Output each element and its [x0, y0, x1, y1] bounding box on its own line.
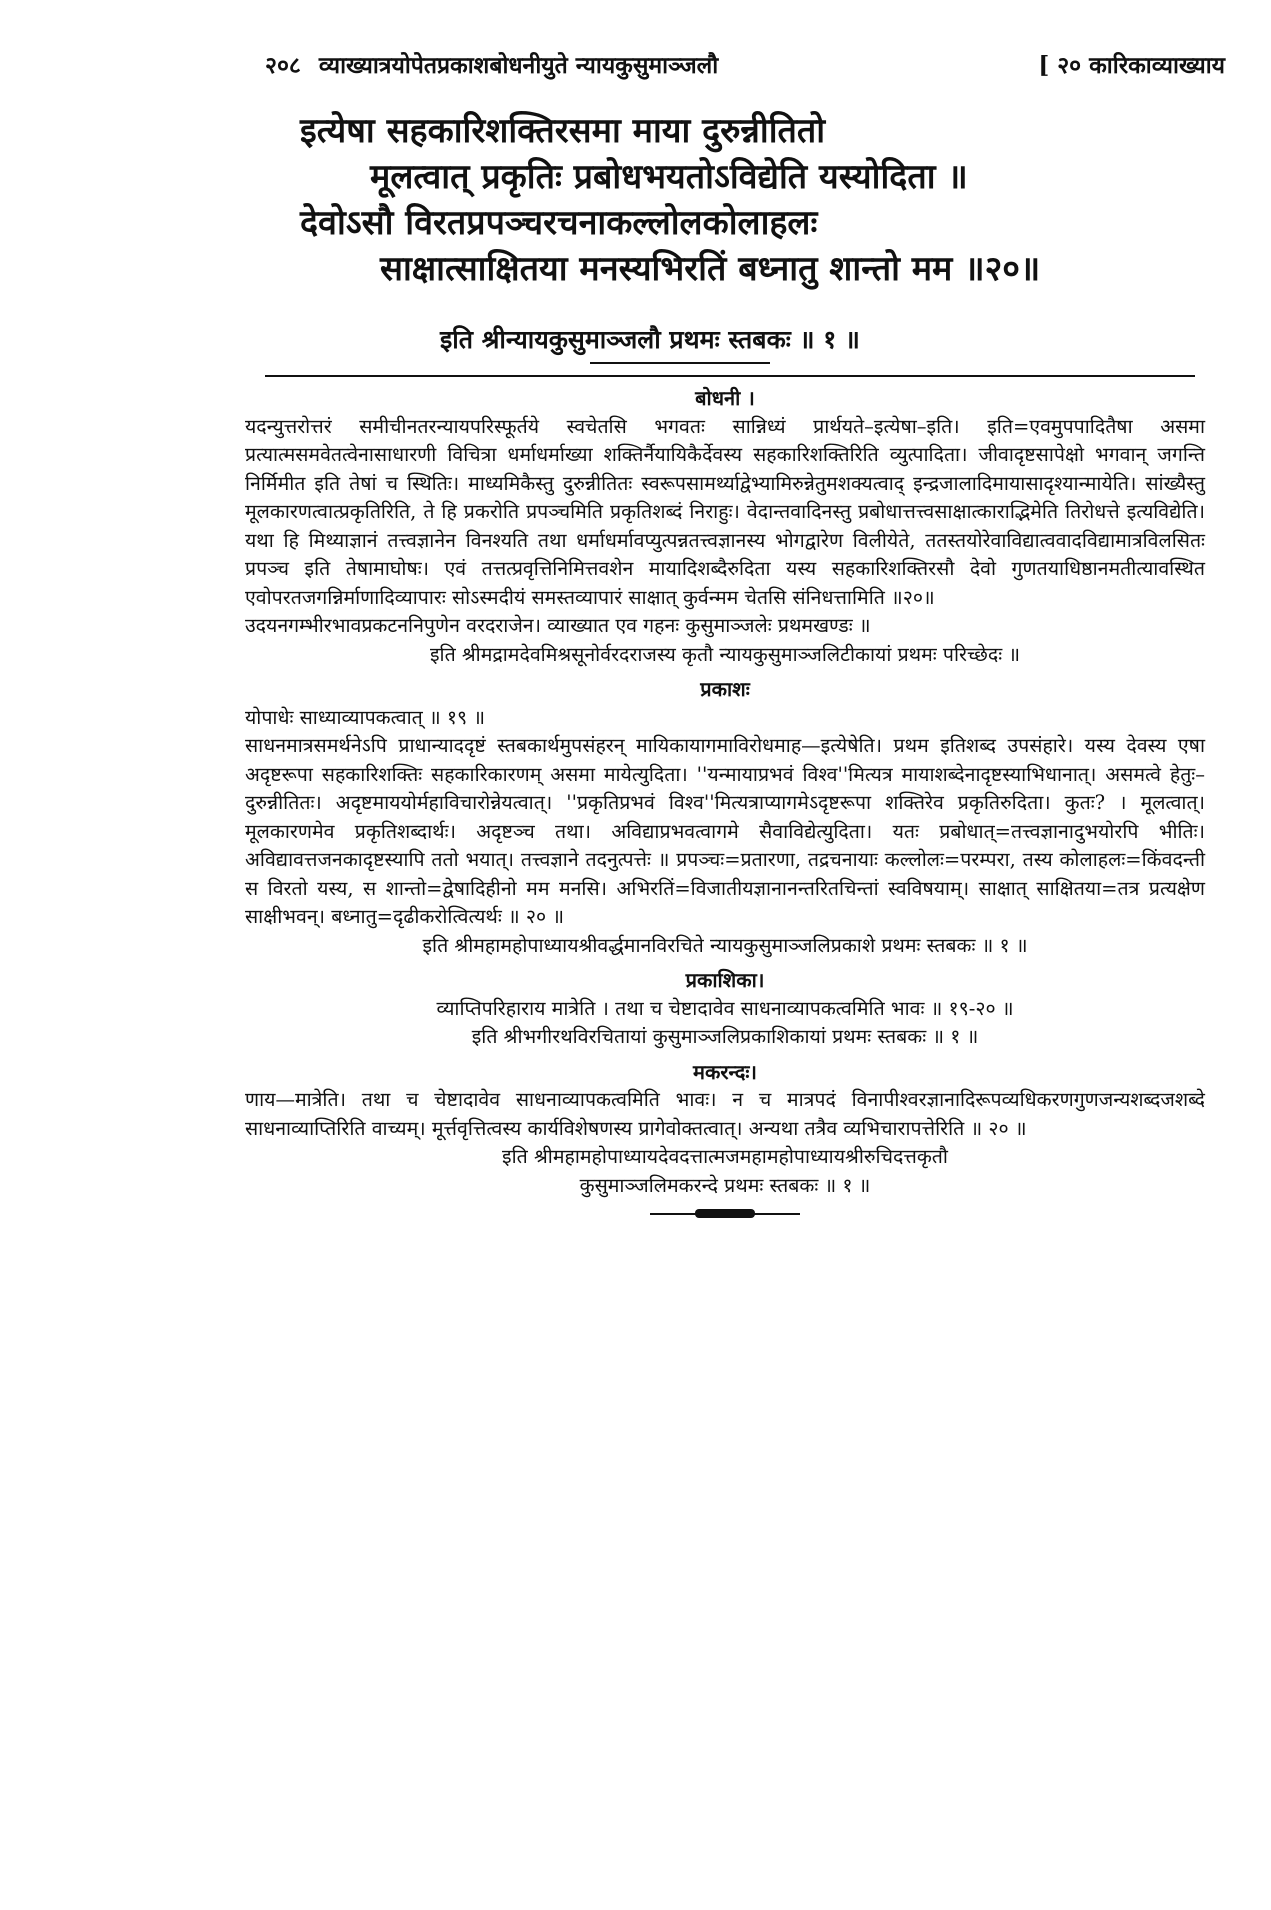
- prakasha-text: साधनमात्रसमर्थनेऽपि प्राधान्याददृष्टं स्तबकार्थमुपसंहरन् मायिकायागमाविरोधमाह—इत्येषेति। प्रथम इतिशब्द उपसंहारे। यस्य देवस्य एषा अदृष्टरूपा सहकारिशक्तिः सहकारिकारणम् असमा मायेत्युदिता। ''यन्मायाप्रभवं विश्व''मित्यत्र मायाशब्देनादृष्टस्याभिधानात्। असमत्वे हेतुः–दुरुन्नीतितः। अदृष्टमाययोर्महाविचारोन्नेयत्वात्। ''प्रकृतिप्रभवं विश्व''मित्यत्राप्यागमेऽदृष्टरूपा शक्तिरेव प्रकृतिरुदिता। कुतः? । मूलत्वात्। मूलकारणमेव प्रकृतिशब्दार्थः। अदृष्टञ्च तथा। अविद्याप्रभवत्वागमे सैवाविद्येत्युदिता। यतः प्रबोधात्=तत्त्वज्ञानादुभयोरपि भीतिः। अविद्यावत्तजनकादृष्टस्यापि ततो भयात्। तत्त्वज्ञाने तदनुत्पत्तेः ॥ प्रपञ्चः=प्रतारणा, तद्रचनायाः कल्लोलः=परम्परा, तस्य कोलाहलः=किंवदन्ती स विरतो यस्य, स शान्तो=द्वेषादिहीनो मम मनसि। अभिरतिं=विजातीयज्ञानानन्तरितचिन्तां स्वविषयाम्। साक्षात् साक्षितया=तत्र प्रत्यक्षेण साक्षीभवन्। बध्नातु=दृढीकरोत्वित्यर्थः ॥ २० ॥: [245, 734, 1205, 928]
- page-number: २०८: [265, 52, 301, 79]
- karika-verse: [300, 108, 1200, 292]
- running-title: व्याख्यात्रयोपेतप्रकाशबोधनीयुते न्यायकुसुमाञ्जलौ: [318, 52, 719, 79]
- verse-line: मूलत्वात् प्रकृतिः प्रबोधभयतोऽविद्येति यस्योदिता ॥: [370, 157, 968, 197]
- bodhani-colophon: इति श्रीमद्रामदेवमिश्रसूनोर्वरदराजस्य कृतौ न्यायकुसुमाञ्जलिटीकायां प्रथमः परिच्छेदः ॥: [429, 642, 1021, 666]
- makaranda-colophon-line-2: कुसुमाञ्जलिमकरन्दे प्रथमः स्तबकः ॥ १ ॥: [579, 1173, 871, 1197]
- prakashika-text: व्याप्तिपरिहाराय मात्रेति । तथा च चेष्टादावेव साधनाव्यापकत्वमिति भावः ॥ १९-२० ॥: [436, 996, 1014, 1020]
- commentaries: [245, 384, 1205, 1220]
- prakasha-first-line: योपाधेः साध्याव्यापकत्वात् ॥ १९ ॥: [245, 705, 486, 729]
- end-ornament-icon: [650, 1208, 800, 1220]
- divider-short: [590, 362, 770, 364]
- verse-line: साक्षात्साक्षितया मनस्यभिरतिं बध्नातु शान्तो मम ॥२०॥: [380, 249, 1041, 289]
- bodhani-title: बोधनी ।: [695, 386, 755, 410]
- verse-line: देवोऽसौ विरतप्रपञ्चरचनाकल्लोलकोलाहलः: [300, 203, 818, 243]
- divider-long: [265, 375, 1195, 377]
- running-header: [265, 48, 1225, 80]
- makaranda-title: मकरन्दः।: [693, 1059, 757, 1084]
- bodhani-closing-verse: उदयनगम्भीरभावप्रकटननिपुणेन वरदराजेन। व्याख्यात एव गहनः कुसुमाञ्जलेः प्रथमखण्डः ॥: [245, 614, 871, 637]
- bodhani-text: यदन्युत्तरोत्तरं समीचीनतरन्यायपरिस्फूर्तये स्वचेतसि भगवतः सान्निध्यं प्रार्थयते–इत्येषा–इति। इति=एवमुपपादितैषा असमा प्रत्यात्मसमवेतत्वेनासाधारणी विचित्रा धर्माधर्माख्या शक्तिर्नैयायिकैर्देवस्य सहकारिशक्तिरिति व्युत्पादिता। जीवादृष्टसापेक्षो भगवान् जगन्ति निर्मिमीत इति तेषां च स्थितिः। माध्यमिकैस्तु दुरुन्नीतितः स्वरूपसामर्थ्याद्वेभ्यामिरुन्नेतुमशक्यत्वाद् इन्द्रजालादिमायासादृश्यान्मायेति। सांख्यैस्तु मूलकारणत्वात्प्रकृतिरिति, ते हि प्रकरोति प्रपञ्चमिति प्रकृतिशब्दं निराहुः। वेदान्तवादिनस्तु प्रबोधात्तत्त्वसाक्षात्काराद्भिमेति तिरोधत्ते इत्यविद्येति। यथा हि मिथ्याज्ञानं तत्त्वज्ञानेन विनश्यति तथा धर्माधर्मावप्युत्पन्नतत्त्वज्ञानस्य भोगद्वारेण विलीयेते, ततस्तयोरेवाविद्यात्ववादविद्यामात्रविलसितः प्रपञ्च इति तेषामाघोषः। एवं तत्तत्प्रवृत्तिनिमित्तवशेन मायादिशब्दैरुदिता यस्य सहकारिशक्तिरसौ देवो गुणतयाधिष्ठानमतीत्यावस्थित एवोपरतजगन्निर्माणादिव्यापारः सोऽस्मदीयं समस्तव्यापारं साक्षात् कुर्वन्मम चेतसि संनिधत्तामिति ॥२०॥: [245, 414, 1205, 609]
- section-reference: [ २० कारिकाव्याख्याय: [1038, 52, 1225, 79]
- prakasha-colophon: इति श्रीमहामहोपाध्यायश्रीवर्द्धमानविरचिते न्यायकुसुमाञ्जलिप्रकाशे प्रथमः स्तबकः ॥ १ ॥: [422, 933, 1028, 957]
- prakasha-title: प्रकाशः: [700, 677, 750, 701]
- verse-line: इत्येषा सहकारिशक्तिरसमा माया दुरुन्नीतितो: [300, 111, 826, 151]
- makaranda-text: णाय—मात्रेति। तथा च चेष्टादावेव साधनाव्यापकत्वमिति भावः। न च मात्रपदं विनापीश्वरज्ञानादिरूपव्यधिकरणगुणजन्यशब्दजशब्दे साधनाव्याप्तिरिति वाच्यम्। मूर्त्तवृत्तित्वस्य कार्यविशेषणस्य प्रागेवोक्तत्वात्। अन्यथा तत्रैव व्यभिचारापत्तेरिति ॥ २० ॥: [245, 1088, 1205, 1140]
- prakashika-title: प्रकाशिका।: [685, 968, 765, 992]
- makaranda-colophon-line-1: इति श्रीमहामहोपाध्यायदेवदत्तात्मजमहामहोपाध्यायश्रीरुचिदत्तकृतौ: [502, 1145, 948, 1168]
- chapter-colophon: इति श्रीन्यायकुसुमाञ्जलौ प्रथमः स्तबकः ॥ १ ॥: [440, 325, 860, 354]
- prakashika-colophon: इति श्रीभगीरथविरचितायां कुसुमाञ्जलिप्रकाशिकायां प्रथमः स्तबकः ॥ १ ॥: [471, 1025, 979, 1048]
